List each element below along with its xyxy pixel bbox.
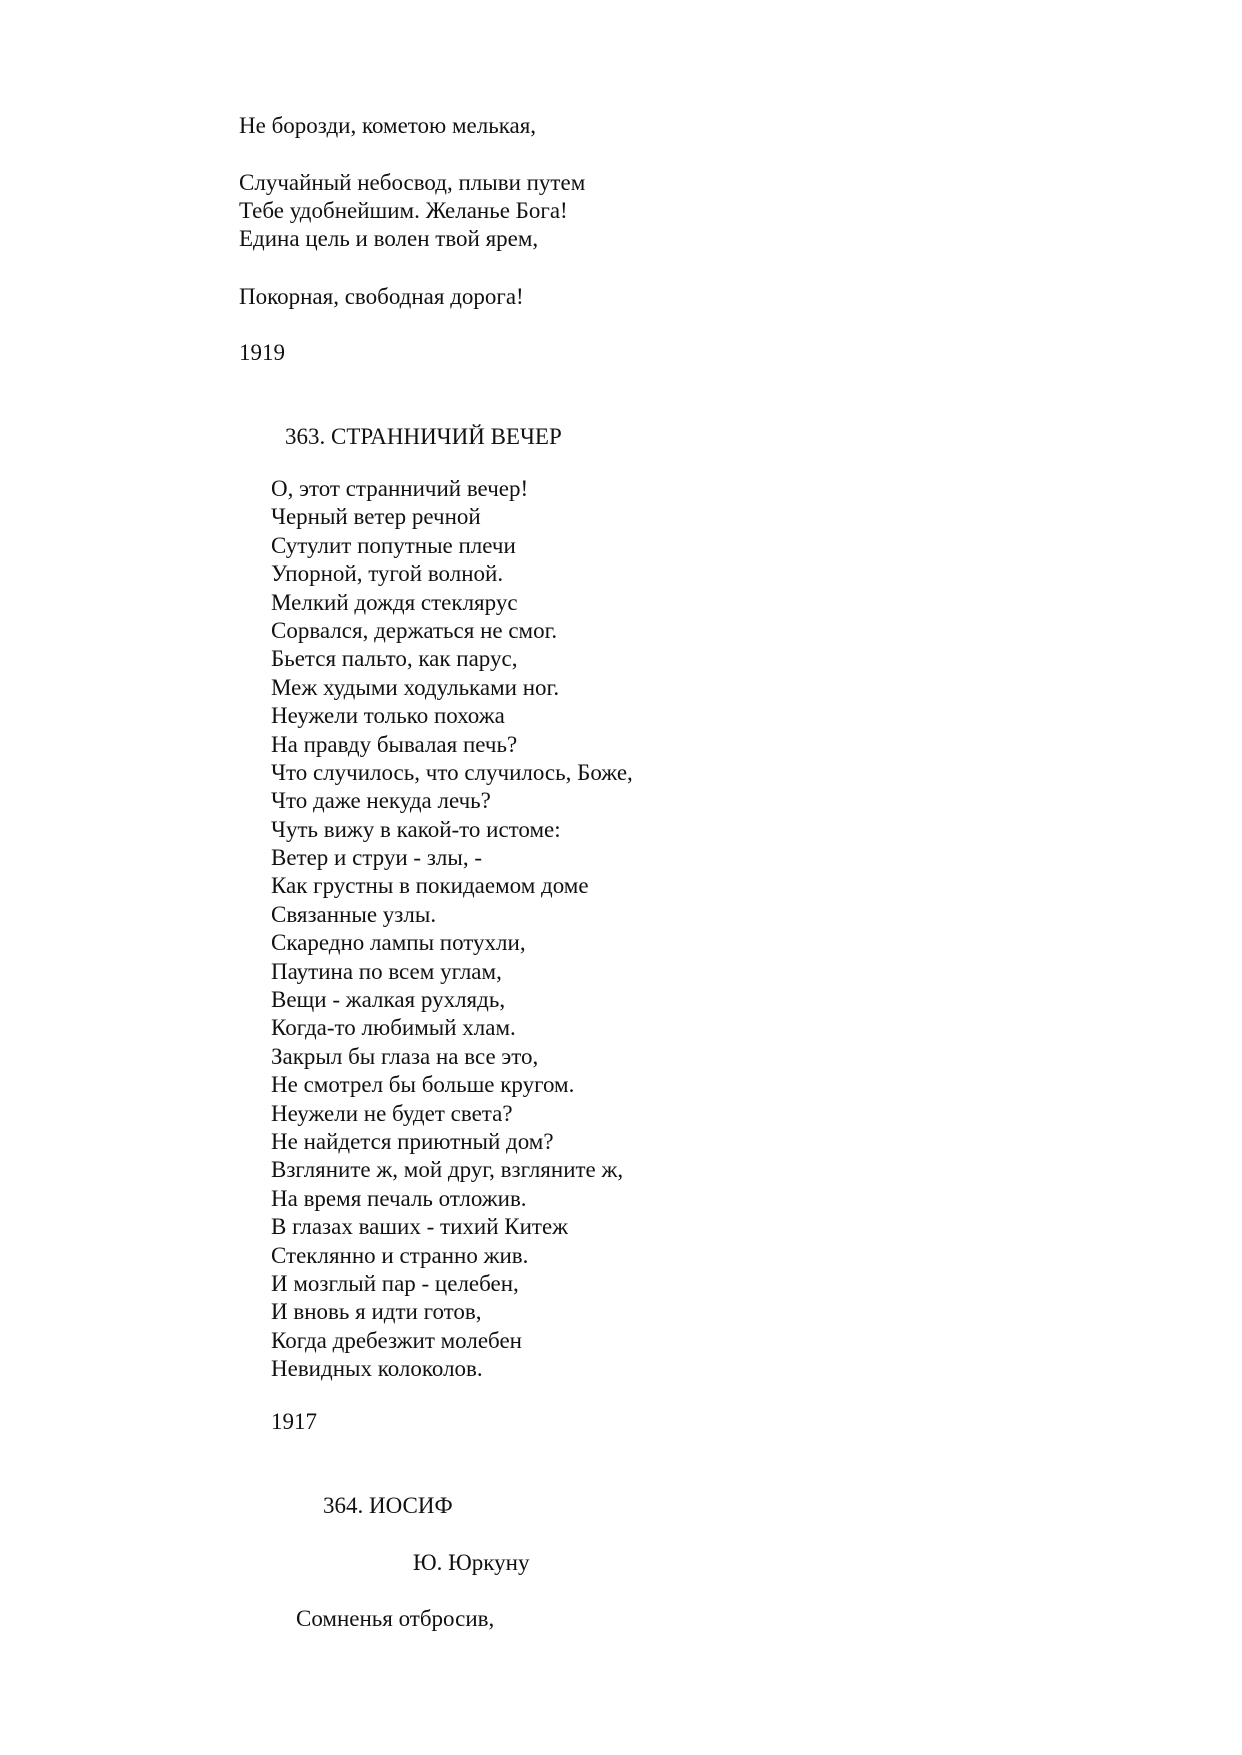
poem-line: И вновь я идти готов, <box>271 1299 482 1325</box>
poem-line: Меж худыми ходульками ног. <box>271 674 560 700</box>
poem-364-title: 364. ИОСИФ <box>323 1493 453 1518</box>
poem-line: Не найдется приютный дом? <box>271 1128 554 1154</box>
poem-line: Что случилось, что случилось, Боже, <box>271 759 633 785</box>
poem-line: Сорвался, держаться не смог. <box>271 617 558 643</box>
poem-363-title: 363. СТРАННИЧИЙ ВЕЧЕР <box>285 424 562 449</box>
poem-line: Не смотрел бы больше кругом. <box>271 1072 575 1098</box>
poem-line: В глазах ваших - тихий Китеж <box>271 1214 569 1240</box>
poem-line: Вещи - жалкая рухлядь, <box>271 987 506 1013</box>
poem-line: Когда дребезжит молебен <box>271 1327 522 1353</box>
poem-line: Неужели не будет света? <box>271 1100 513 1126</box>
prev-poem-line-2: Случайный небосвод, плыви путем <box>239 170 586 195</box>
poem-line: Неужели только похожа <box>271 703 505 729</box>
poem-line: Упорной, тугой волной. <box>271 561 504 587</box>
poem-line: Мелкий дождя стеклярус <box>271 589 518 615</box>
poem-364-first-line: Сомненья отбросив, <box>296 1606 495 1631</box>
poem-line: Невидных колоколов. <box>271 1356 483 1382</box>
poem-line: О, этот странничий вечер! <box>271 476 529 501</box>
poem-line: Паутина по всем углам, <box>271 958 502 984</box>
poem-line: Что даже некуда лечь? <box>271 788 491 814</box>
poem-363-year: 1917 <box>271 1409 317 1434</box>
poem-line: Взгляните ж, мой друг, взгляните ж, <box>271 1157 624 1183</box>
poem-line: Когда-то любимый хлам. <box>271 1015 516 1041</box>
prev-poem-line-1: Не борозди, кометою мелькая, <box>239 113 537 138</box>
poem-line: Чуть вижу в какой-то истоме: <box>271 816 561 842</box>
prev-poem-line-3: Тебе удобнейшим. Желанье Бога! <box>239 198 568 223</box>
poem-364-dedication: Ю. Юркуну <box>413 1550 530 1575</box>
poem-line: Скаредно лампы потухли, <box>271 930 526 956</box>
prev-poem-line-5: Покорная, свободная дорога! <box>239 284 524 309</box>
poem-line: Стеклянно и странно жив. <box>271 1242 529 1268</box>
poem-line: Связанные узлы. <box>271 901 437 927</box>
poem-363-body <box>271 475 633 1384</box>
poem-line: Ветер и струи - злы, - <box>271 845 482 871</box>
poem-line: Как грустны в покидаемом доме <box>271 873 589 899</box>
prev-poem-year: 1919 <box>239 340 285 365</box>
poem-line: Бьется пальто, как парус, <box>271 646 518 672</box>
poem-line: На время печаль отложив. <box>271 1185 527 1211</box>
poem-line: На правду бывалая печь? <box>271 731 518 757</box>
poem-line: Сутулит попутные плечи <box>271 532 516 558</box>
poem-line: Черный ветер речной <box>271 504 481 530</box>
poem-line: Закрыл бы глаза на все это, <box>271 1043 539 1069</box>
prev-poem-line-4: Едина цель и волен твой ярем, <box>239 226 539 251</box>
poem-line: И мозглый пар - целебен, <box>271 1270 519 1296</box>
